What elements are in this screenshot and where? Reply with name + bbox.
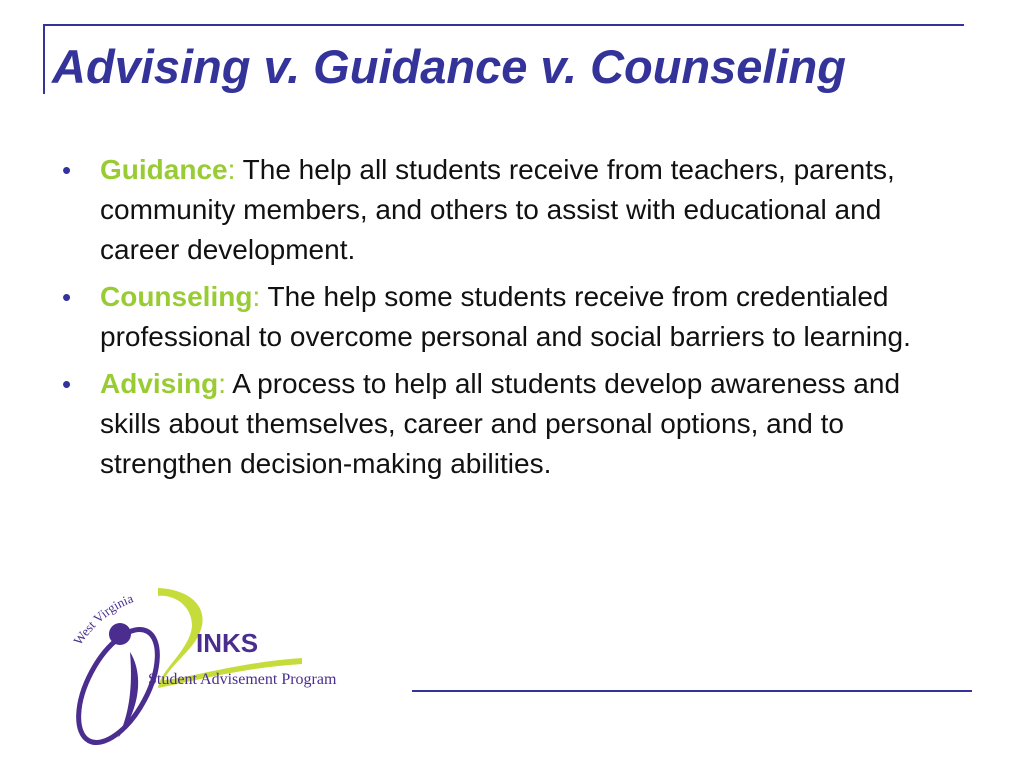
title-top-rule — [43, 24, 964, 26]
bullet-term: Counseling — [100, 281, 253, 312]
bullet-text: A process to help all students develop awareness and skills about themselves, career and personal options, and to strengthen decision-making abilities. — [100, 368, 901, 479]
bullet-term: Guidance — [100, 154, 228, 185]
bullet-item-counseling — [60, 277, 960, 357]
logo-arc-text: West Virginia — [70, 590, 136, 648]
bullet-text: The help some students receive from credentialed professional to overcome personal and social barriers to learning. — [100, 281, 911, 352]
slide-title: Advising v. Guidance v. Counseling — [52, 40, 846, 93]
bullet-icon: • — [62, 155, 72, 185]
bullet-colon: : — [252, 281, 261, 312]
footer-rule — [412, 690, 972, 692]
wv-links-logo — [40, 578, 420, 756]
bullet-colon: : — [227, 154, 236, 185]
bullet-icon: • — [62, 369, 72, 399]
title-left-rule — [43, 24, 45, 94]
logo-brand-text: INKS — [196, 628, 259, 658]
bullet-item-guidance — [60, 150, 960, 270]
bullet-text: The help all students receive from teachers, parents, community members, and others to assist with educational and career development. — [100, 154, 895, 265]
bullet-colon: : — [218, 368, 227, 399]
logo-tagline: Student Advisement Program — [148, 671, 337, 688]
bullet-icon: • — [62, 282, 72, 312]
bullet-term: Advising — [100, 368, 219, 399]
logo-figure-head — [109, 623, 131, 645]
bullet-list — [60, 150, 960, 491]
bullet-item-advising — [60, 364, 960, 484]
